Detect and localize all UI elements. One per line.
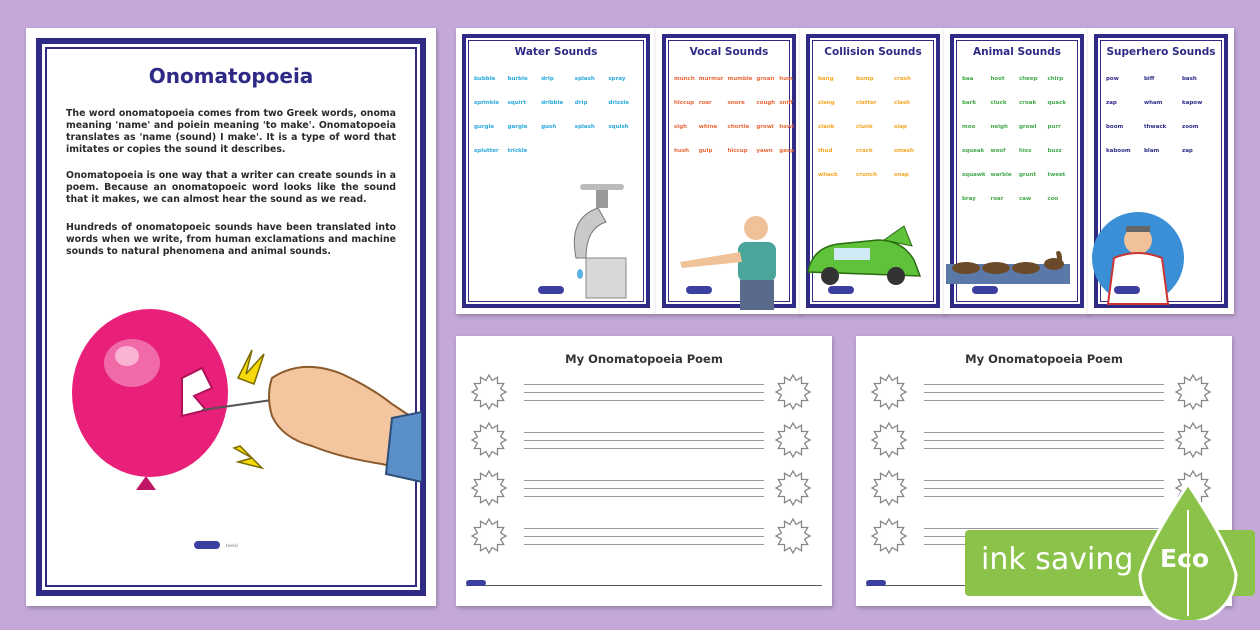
sound-word: snore: [727, 100, 745, 106]
sound-word: cheep: [1019, 76, 1038, 82]
starburst-icon: [774, 421, 812, 459]
sound-word: whack: [818, 172, 838, 178]
sound-word: cluck: [990, 100, 1007, 106]
writing-line: [524, 488, 764, 489]
sound-word: mumble: [727, 76, 753, 82]
starburst-icon: [774, 517, 812, 555]
sound-word: burble: [507, 76, 528, 82]
sound-word: gulp: [698, 148, 713, 154]
sound-word: zap: [1182, 148, 1193, 154]
sound-word: kaboom: [1106, 148, 1131, 154]
word-grid: [474, 76, 638, 154]
sound-word: clash: [894, 100, 911, 106]
sound-word: purr: [1047, 124, 1061, 130]
writing-line: [524, 544, 764, 545]
balloon-icon: [72, 309, 228, 477]
starburst-icon: [470, 517, 508, 555]
sound-word: baa: [962, 76, 974, 82]
sound-word: growl: [756, 124, 774, 130]
sound-word: sprinkle: [474, 100, 499, 106]
writing-line: [924, 480, 1164, 481]
word-grid: [818, 76, 928, 178]
ink-saving-label: ink saving: [981, 542, 1134, 577]
writing-line: [524, 440, 764, 441]
sound-word: gush: [541, 124, 557, 130]
writing-line: [924, 496, 1164, 497]
eco-word: Eco: [1160, 544, 1210, 573]
starburst-icon: [870, 373, 908, 411]
writing-line: [524, 392, 764, 393]
poem-title: My Onomatopoeia Poem: [965, 352, 1123, 366]
sound-word: drizzle: [608, 100, 629, 106]
sound-word: spray: [608, 76, 626, 82]
sound-word: bubble: [474, 76, 496, 82]
sound-word: splash: [574, 76, 595, 82]
sound-word: clank: [818, 124, 835, 130]
sound-word: grunt: [1019, 172, 1037, 178]
sound-word: pow: [1106, 76, 1119, 82]
twinkl-logo: [466, 580, 486, 586]
sound-word: hum: [779, 76, 793, 82]
sound-word: crunch: [856, 172, 877, 178]
poem-footer-line: [466, 585, 822, 586]
sound-word: buzz: [1047, 148, 1062, 154]
onomatopoeia-poster: [26, 28, 436, 606]
starburst-icon: [870, 421, 908, 459]
sound-word: clatter: [856, 100, 877, 106]
sound-word: bark: [962, 100, 977, 106]
sound-word: groan: [756, 76, 775, 82]
poem-title: My Onomatopoeia Poem: [565, 352, 723, 366]
sound-word: kapow: [1182, 100, 1203, 106]
sound-word: blam: [1144, 148, 1160, 154]
sound-word: hiccup: [727, 148, 748, 154]
starburst-icon: [774, 373, 812, 411]
writing-line: [524, 400, 764, 401]
sound-word: zoom: [1182, 124, 1199, 130]
card-collision-sounds: [800, 28, 946, 314]
card-title: Vocal Sounds: [689, 46, 769, 58]
sound-word: clunk: [856, 124, 873, 130]
writing-line: [924, 400, 1164, 401]
sound-word: drip: [541, 76, 554, 82]
sound-word: smash: [894, 148, 914, 154]
starburst-icon: [470, 373, 508, 411]
card-title: Animal Sounds: [973, 46, 1061, 58]
writing-line: [524, 496, 764, 497]
word-grid: [962, 76, 1072, 202]
sound-word: splutter: [474, 148, 499, 154]
writing-line: [524, 480, 764, 481]
writing-line: [924, 440, 1164, 441]
word-grid: [674, 76, 795, 154]
sound-word: roar: [990, 196, 1004, 202]
twinkl-logo: [828, 286, 854, 294]
sound-word: gasp: [779, 148, 795, 154]
sound-word: thwack: [1144, 124, 1167, 130]
sound-word: thud: [818, 148, 833, 154]
logo-caption: twinkl: [226, 543, 238, 548]
crashed-car-icon: [804, 222, 924, 292]
sound-word: neigh: [990, 124, 1008, 130]
spark-icon: [238, 350, 264, 384]
poster-paragraph-1: The word onomatopoeia comes from two Greek words, onoma meaning 'name' and poiein meaning 'to make'. Onomatopoeia translates as 'name (sound) I make'. It is a type of word that imitates or copies the sound it describes.: [66, 108, 396, 155]
poem-sheet-1: [456, 336, 832, 606]
poster-paragraph-3: Hundreds of onomatopoeic sounds have been translated into words when we write, from human exclamations and machine sounds to natural phenomena and animal sounds.: [66, 222, 396, 257]
writing-line: [924, 432, 1164, 433]
sound-word: sniff: [779, 100, 793, 106]
writing-line: [924, 488, 1164, 489]
person-shouting-icon: [666, 212, 796, 312]
poster-paragraph-2: Onomatopoeia is one way that a writer can create sounds in a poem. Because an onomatopoeic word looks like the sound that it makes, we can almost hear the sound as we read.: [66, 170, 396, 205]
starburst-icon: [1174, 373, 1212, 411]
writing-line: [524, 448, 764, 449]
word-grid: [1106, 76, 1216, 154]
sound-word: hoot: [990, 76, 1005, 82]
sound-word: bash: [1182, 76, 1197, 82]
card-title: Superhero Sounds: [1106, 46, 1216, 58]
sound-word: trickle: [507, 148, 528, 154]
twinkl-logo: [972, 286, 998, 294]
twinkl-logo: [686, 286, 712, 294]
sound-word: squish: [608, 124, 629, 130]
sound-word: snap: [894, 172, 909, 178]
sound-word: dribble: [541, 100, 564, 106]
sound-word: munch: [674, 76, 695, 82]
writing-line: [924, 448, 1164, 449]
card-title: Collision Sounds: [824, 46, 922, 58]
card-title: Water Sounds: [514, 46, 598, 58]
twinkl-logo: [1114, 286, 1140, 294]
starburst-icon: [470, 469, 508, 507]
sound-word: crash: [894, 76, 911, 82]
starburst-icon: [470, 421, 508, 459]
sound-word: gargle: [507, 124, 528, 130]
writing-line: [924, 384, 1164, 385]
sound-word: cough: [756, 100, 776, 106]
sound-word: hiss: [1019, 148, 1032, 154]
sound-word: chirp: [1047, 76, 1064, 82]
sound-word: clang: [818, 100, 835, 106]
poster-title: Onomatopoeia: [148, 64, 314, 88]
sound-word: whine: [698, 124, 718, 130]
sound-word: squawk: [962, 172, 986, 178]
sound-word: squirt: [507, 100, 526, 106]
starburst-icon: [774, 469, 812, 507]
sound-word: sigh: [674, 124, 688, 130]
sound-word: coo: [1047, 196, 1059, 202]
sound-word: splash: [574, 124, 595, 130]
starburst-icon: [870, 469, 908, 507]
twinkl-logo: [866, 580, 886, 586]
sound-word: croak: [1019, 100, 1037, 106]
starburst-icon: [870, 517, 908, 555]
sound-word: bray: [962, 196, 976, 202]
sound-word: crack: [856, 148, 873, 154]
writing-line: [924, 528, 1164, 529]
sound-word: hiccup: [674, 100, 695, 106]
sound-word: chortle: [727, 124, 750, 130]
sound-word: tweet: [1047, 172, 1066, 178]
sound-word: zap: [1106, 100, 1117, 106]
writing-line: [924, 392, 1164, 393]
sound-word: hush: [674, 148, 690, 154]
card-vocal-sounds: [656, 28, 802, 314]
sound-word: boom: [1106, 124, 1124, 130]
sound-word: gurgle: [474, 124, 495, 130]
sound-word: warble: [990, 172, 1012, 178]
sound-word: quack: [1047, 100, 1066, 106]
sound-word: drip: [574, 100, 588, 106]
sound-word: moo: [962, 124, 976, 130]
sound-word: murmur: [698, 76, 724, 82]
starburst-icon: [1174, 421, 1212, 459]
writing-line: [524, 384, 764, 385]
card-animal-sounds: [944, 28, 1090, 314]
sound-word: yawn: [756, 148, 773, 154]
card-superhero-sounds: [1088, 28, 1234, 314]
sound-word: growl: [1019, 124, 1037, 130]
sound-word: caw: [1019, 196, 1032, 202]
balloon-pop-illustration: [62, 308, 422, 538]
ducks-icon: [946, 242, 1070, 288]
writing-line: [524, 528, 764, 529]
writing-line: [524, 432, 764, 433]
sound-word: wham: [1144, 100, 1163, 106]
writing-line: [524, 536, 764, 537]
sound-word: squeak: [962, 148, 985, 154]
sound-word: roar: [698, 100, 712, 106]
twinkl-logo: [538, 286, 564, 294]
sound-word: woof: [990, 148, 1006, 154]
card-water-sounds: [456, 28, 656, 314]
sound-word: bang: [818, 76, 834, 82]
sound-word: howl: [779, 124, 794, 130]
tap-icon: [566, 178, 646, 308]
sound-word: slap: [894, 124, 907, 130]
twinkl-logo: [194, 541, 220, 549]
sound-word: biff: [1144, 76, 1155, 82]
sound-word: bump: [856, 76, 874, 82]
